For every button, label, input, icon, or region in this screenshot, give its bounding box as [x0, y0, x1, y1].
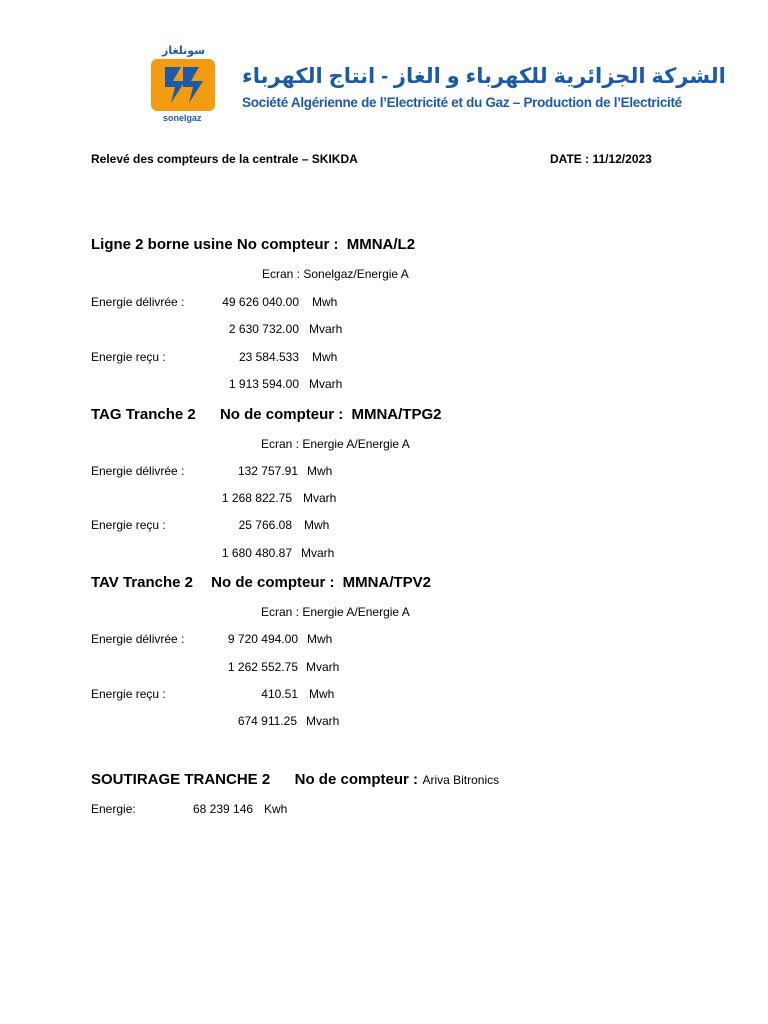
logo-brand-text: sonelgaz [163, 113, 202, 123]
counter-label: No de compteur : [294, 771, 418, 788]
delivered-reactive-value: 1 268 822.75 [221, 491, 292, 505]
unit: Mvarh [306, 714, 340, 728]
section-ligne2-heading [91, 236, 415, 253]
received-active-value: 410.51 [261, 687, 298, 701]
lightning-icon [151, 59, 215, 111]
delivered-active-value: 9 720 494.00 [227, 632, 298, 646]
received-label: Energie reçu : [91, 518, 166, 532]
received-active-value: 23 584.533 [238, 350, 299, 364]
delivered-label: Energie délivrée : [91, 632, 185, 646]
unit: Mvarh [303, 491, 337, 505]
screen-label: Ecran : Energie A/Energie A [261, 605, 410, 619]
unit: Mwh [307, 632, 333, 646]
section-title: SOUTIRAGE TRANCHE 2 [91, 771, 271, 788]
header-title-arabic: الشركة الجزائرية للكهرباء و الغاز - انتاج الكهرباء [242, 65, 726, 88]
unit: Mvarh [309, 322, 343, 336]
energy-unit: Kwh [264, 802, 288, 816]
sonelgaz-logo [151, 59, 215, 111]
received-active-value: 25 766.08 [238, 518, 292, 532]
unit: Mwh [312, 350, 338, 364]
counter-label: No de compteur : [211, 574, 335, 591]
section-soutirage-heading [91, 771, 499, 789]
delivered-reactive-value: 2 630 732.00 [228, 322, 299, 336]
unit: Mvarh [301, 546, 335, 560]
energy-value: 68 239 146 [193, 802, 254, 816]
unit: Mwh [309, 687, 335, 701]
section-title: Ligne 2 borne usine [91, 236, 233, 253]
delivered-reactive-value: 1 262 552.75 [227, 660, 298, 674]
screen-label: Ecran : Energie A/Energie A [261, 437, 410, 451]
section-title: TAV Tranche 2 [91, 574, 193, 591]
received-reactive-value: 674 911.25 [237, 714, 297, 728]
received-reactive-value: 1 913 594.00 [228, 377, 299, 391]
delivered-active-value: 49 626 040.00 [222, 295, 299, 309]
counter-label: No de compteur : [219, 406, 344, 423]
logo-arabic-text: سونلغاز [162, 45, 206, 57]
energy-label: Energie: [91, 802, 136, 816]
section-tag-heading [91, 406, 441, 423]
document-subject: Relevé des compteurs de la centrale – SKIKDA [91, 152, 358, 166]
delivered-label: Energie délivrée : [91, 464, 185, 478]
received-reactive-value: 1 680 480.87 [221, 546, 292, 560]
unit: Mwh [307, 464, 333, 478]
section-title: TAG Tranche 2 [91, 406, 196, 423]
unit: Mwh [304, 518, 330, 532]
unit: Mvarh [306, 660, 340, 674]
screen-label: Ecran : Sonelgaz/Energie A [262, 267, 409, 281]
unit: Mvarh [309, 377, 343, 391]
counter-id: MMNA/L2 [346, 236, 416, 253]
received-label: Energie reçu : [91, 687, 166, 701]
received-label: Energie reçu : [91, 350, 166, 364]
counter-id: MMNA/TPV2 [342, 574, 432, 591]
document-date: DATE : 11/12/2023 [550, 152, 652, 166]
counter-label: No compteur : [236, 236, 339, 253]
unit: Mwh [312, 295, 338, 309]
header-title-french: Société Algérienne de l’Electricité et du Gaz – Production de l’Electricité [242, 95, 682, 110]
counter-id: Ariva Bitronics [422, 773, 500, 787]
counter-id: MMNA/TPG2 [351, 406, 442, 423]
delivered-label: Energie délivrée : [91, 295, 185, 309]
section-tav-heading [91, 574, 431, 591]
delivered-active-value: 132 757.91 [237, 464, 298, 478]
